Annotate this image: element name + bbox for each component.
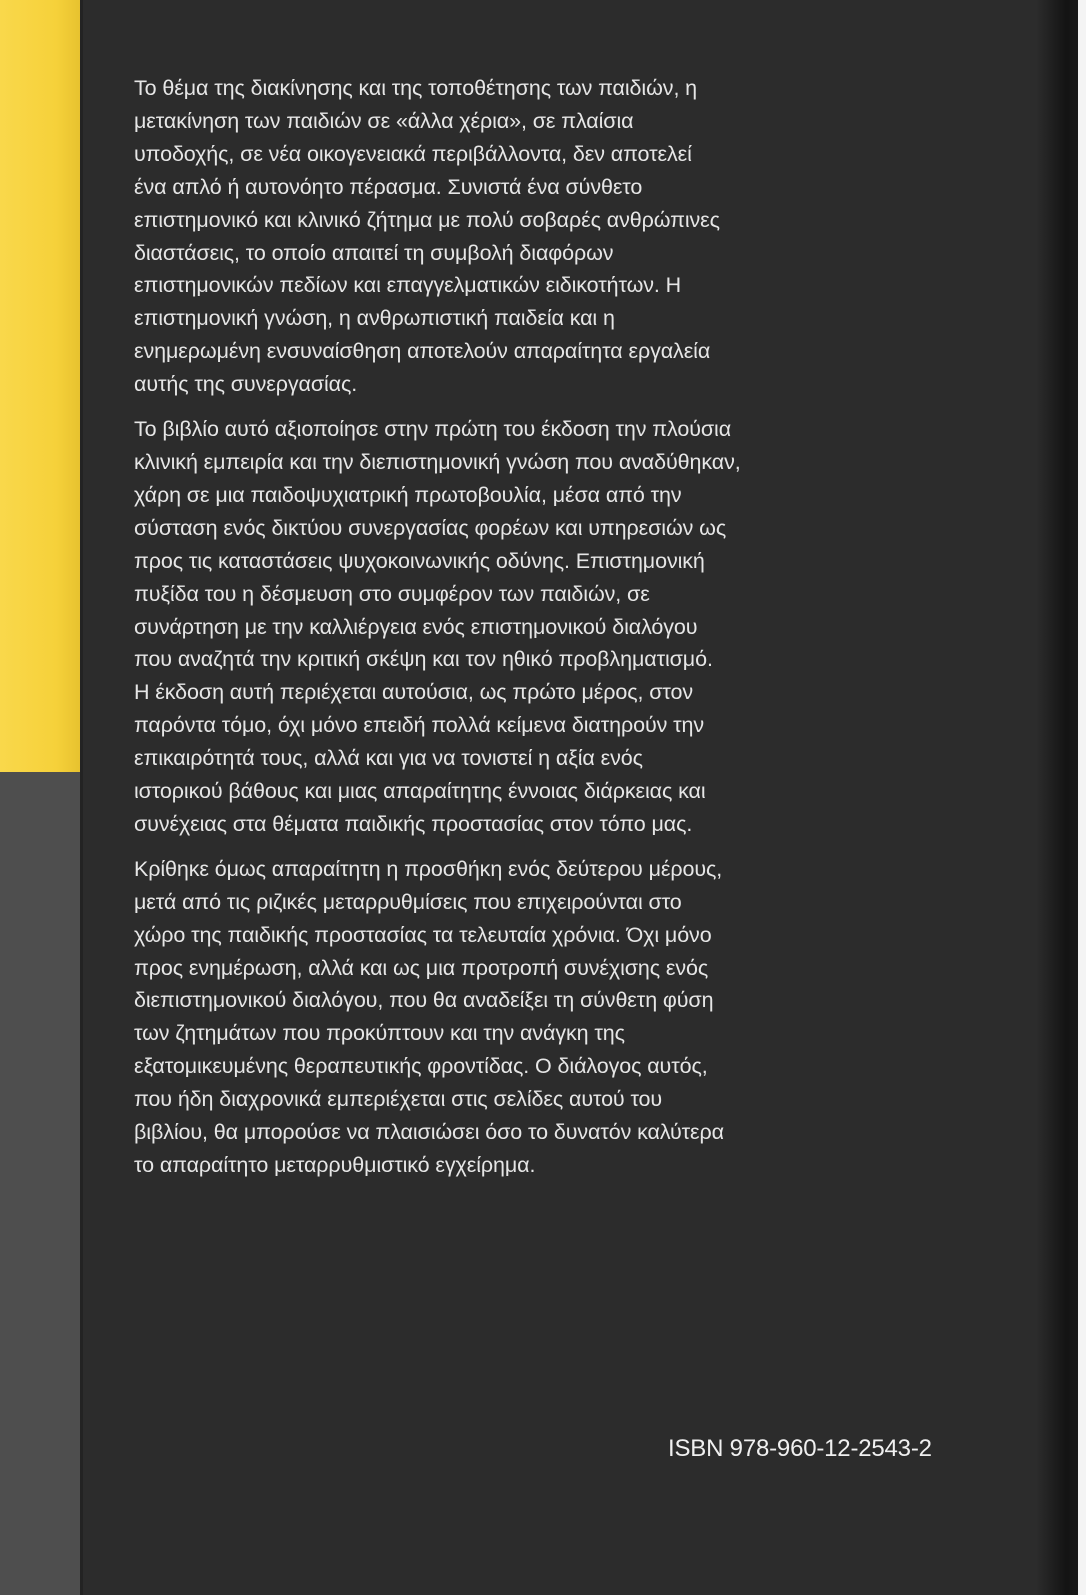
blurb-line: βιβλίου, θα μπορούσε να πλαισιώσει όσο το δυνατόν καλύτερα xyxy=(134,1120,724,1145)
blurb-line: χώρο της παιδικής προστασίας τα τελευταία χρόνια. Όχι μόνο xyxy=(134,922,712,947)
blurb-line: ένα απλό ή αυτονόητο πέρασμα. Συνιστά ένα σύνθετο xyxy=(134,174,643,199)
blurb-line: των ζητημάτων που προκύπτουν και την ανάγκη της xyxy=(134,1021,625,1046)
blurb-paragraph xyxy=(134,413,814,841)
blurb-line: διαστάσεις, το οποίο απαιτεί τη συμβολή διαφόρων xyxy=(134,240,614,265)
blurb-line: ιστορικού βάθους και μιας απαραίτητης έννοιας διάρκειας και xyxy=(134,779,706,804)
blurb-paragraph xyxy=(134,853,814,1182)
blurb-line: εξατομικευμένης θεραπευτικής φροντίδας. Ο διάλογος αυτός, xyxy=(134,1054,708,1079)
blurb-line: επιστημονική γνώση, η ανθρωπιστική παιδεία και η xyxy=(134,306,615,331)
blurb-paragraph xyxy=(134,72,814,401)
blurb-line: προς τις καταστάσεις ψυχοκοινωνικής οδύνης. Επιστημονική xyxy=(134,548,705,573)
blurb-line: Κρίθηκε όμως απαραίτητη η προσθήκη ενός δεύτερου μέρους, xyxy=(134,856,723,881)
blurb-line: συνάρτηση με την καλλιέργεια ενός επιστημονικού διαλόγου xyxy=(134,614,698,639)
blurb-line: μετά από τις ριζικές μεταρρυθμίσεις που επιχειρούνται στο xyxy=(134,889,682,914)
blurb-line: το απαραίτητο μεταρρυθμιστικό εγχείρημα. xyxy=(134,1153,536,1177)
blurb-line: ενημερωμένη ενσυναίσθηση αποτελούν απαραίτητα εργαλεία xyxy=(134,339,711,364)
page-edge xyxy=(1078,0,1086,1595)
blurb-line: Το θέμα της διακίνησης και της τοποθέτησης των παιδιών, η xyxy=(134,76,698,100)
band-divider xyxy=(80,0,83,1595)
blurb-line: Το βιβλίο αυτό αξιοποίησε στην πρώτη του έκδοση την πλούσια xyxy=(134,417,732,442)
isbn-label: ISBN 978-960-12-2543-2 xyxy=(668,1435,932,1462)
blurb-text xyxy=(134,72,814,1194)
blurb-line: επιστημονικό και κλινικό ζήτημα με πολύ σοβαρές ανθρώπινες xyxy=(134,207,720,232)
blurb-line: μετακίνηση των παιδιών σε «άλλα χέρια», σε πλαίσια xyxy=(134,108,634,133)
blurb-line: προς ενημέρωση, αλλά και ως μια προτροπή συνέχισης ενός xyxy=(134,955,709,980)
blurb-line: σύσταση ενός δικτύου συνεργασίας φορέων και υπηρεσιών ως xyxy=(134,515,727,540)
blurb-line: Η έκδοση αυτή περιέχεται αυτούσια, ως πρώτο μέρος, στον xyxy=(134,680,693,705)
gray-color-band xyxy=(0,772,80,1595)
blurb-line: χάρη σε μια παιδοψυχιατρική πρωτοβουλία, μέσα από την xyxy=(134,482,682,507)
blurb-line: κλινική εμπειρία και την διεπιστημονική γνώση που αναδύθηκαν, xyxy=(134,449,741,474)
blurb-line: πυξίδα του η δέσμευση στο συμφέρον των παιδιών, σε xyxy=(134,581,650,606)
blurb-line: επικαιρότητά τους, αλλά και για να τονιστεί η αξία ενός xyxy=(134,746,643,771)
blurb-line: αυτής της συνεργασίας. xyxy=(134,372,358,397)
blurb-line: επιστημονικών πεδίων και επαγγελματικών ειδικοτήτων. Η xyxy=(134,273,682,298)
blurb-line: διεπιστημονικού διαλόγου, που θα αναδείξει τη σύνθετη φύση xyxy=(134,988,714,1013)
blurb-line: παρόντα τόμο, όχι μόνο επειδή πολλά κείμενα διατηρούν την xyxy=(134,713,705,738)
blurb-line: που αναζητά την κριτική σκέψη και τον ηθικό προβληματισμό. xyxy=(134,647,713,672)
blurb-line: συνέχειας στα θέματα παιδικής προστασίας στον τόπο μας. xyxy=(134,811,693,836)
blurb-line: που ήδη διαχρονικά εμπεριέχεται στις σελίδες αυτού του xyxy=(134,1087,663,1112)
blurb-line: υποδοχής, σε νέα οικογενειακά περιβάλλοντα, δεν αποτελεί xyxy=(134,141,692,166)
yellow-color-band xyxy=(0,0,80,772)
